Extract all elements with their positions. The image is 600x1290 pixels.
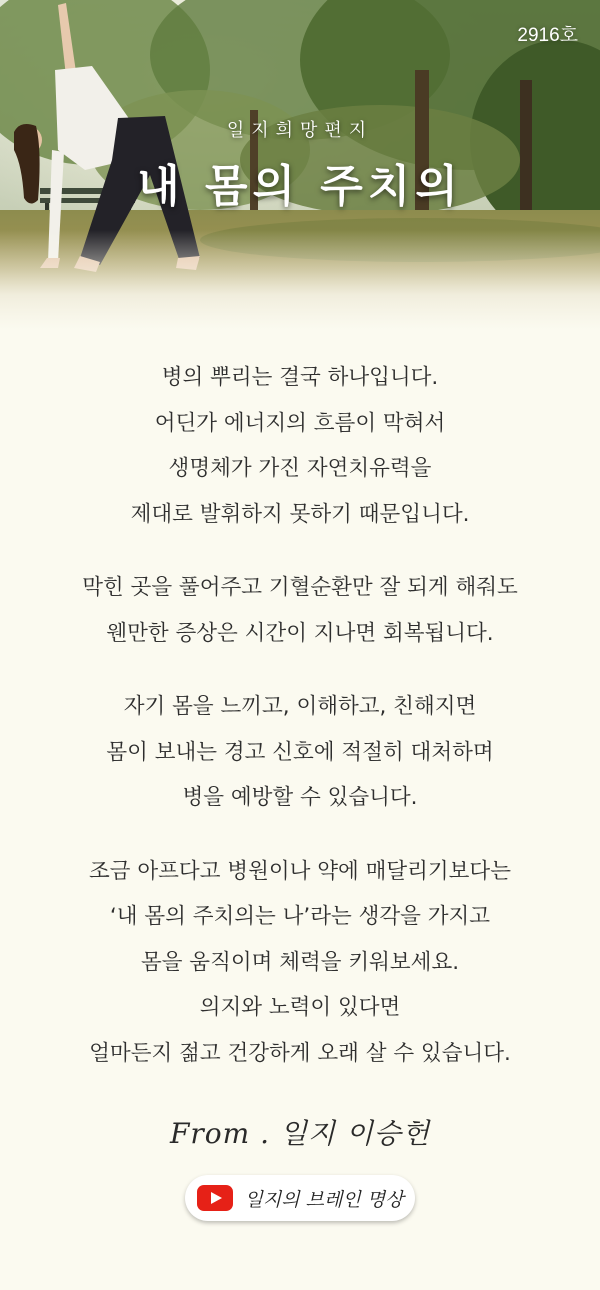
letter-title: 내 몸의 주치의 bbox=[137, 161, 463, 212]
text-line: ‘내 몸의 주치의는 나’라는 생각을 가지고 bbox=[109, 904, 491, 929]
text-line: 막힌 곳을 풀어주고 기혈순환만 잘 되게 해줘도 bbox=[82, 575, 518, 600]
text-line: 몸이 보내는 경고 신호에 적절히 대처하며 bbox=[106, 739, 494, 765]
text-line: 몸을 움직이며 체력을 키워보세요. bbox=[140, 949, 460, 975]
hero-fade-overlay bbox=[0, 230, 600, 330]
letter-body bbox=[0, 355, 600, 1104]
text-line: 자기 몸을 느끼고, 이해하고, 친해지면 bbox=[123, 694, 477, 719]
text-line: 제대로 발휘하지 못하기 때문입니다. bbox=[130, 501, 470, 527]
text-line: 병의 뿌리는 결국 하나입니다. bbox=[161, 365, 439, 390]
text-line: 조금 아프다고 병원이나 약에 매달리기보다는 bbox=[89, 858, 511, 884]
signature: From . 일지 이승헌 bbox=[169, 1117, 431, 1150]
paragraph bbox=[0, 849, 600, 1077]
series-name: 일지희망편지 bbox=[226, 120, 374, 141]
text-line: 생명체가 가진 자연치유력을 bbox=[168, 456, 432, 481]
paragraph bbox=[0, 355, 600, 537]
youtube-play-icon bbox=[197, 1185, 233, 1211]
text-line: 어딘가 에너지의 흐름이 막혀서 bbox=[154, 410, 446, 436]
video-button-label: 일지의 브레인 명상 bbox=[244, 1188, 404, 1211]
issue-number: 2916호 bbox=[517, 25, 578, 46]
hero-banner bbox=[0, 0, 600, 330]
paragraph bbox=[0, 565, 600, 656]
text-line: 병을 예방할 수 있습니다. bbox=[182, 785, 418, 810]
text-line: 얼마든지 젊고 건강하게 오래 살 수 있습니다. bbox=[89, 1040, 511, 1066]
brain-meditation-video-button[interactable] bbox=[185, 1175, 415, 1221]
paragraph bbox=[0, 684, 600, 821]
text-line: 의지와 노력이 있다면 bbox=[199, 995, 401, 1020]
text-line: 웬만한 증상은 시간이 지나면 회복됩니다. bbox=[106, 620, 494, 646]
